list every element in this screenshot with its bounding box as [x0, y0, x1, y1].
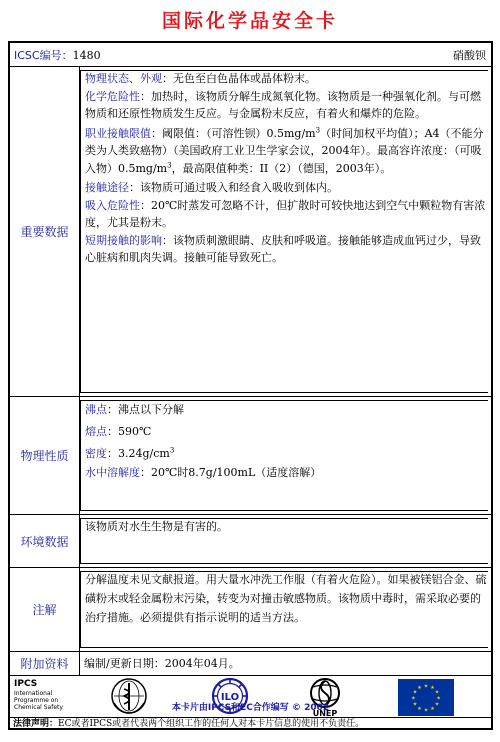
density	[85, 444, 487, 463]
section-label-additional: 附加资料	[10, 652, 80, 675]
solubility-text: ：20℃时8.7g/100mL（适度溶解）	[140, 466, 322, 479]
chem-hazard-label: 化学危险性	[85, 89, 140, 103]
exposure-text-1: ：阈限值：（可溶性钡）0.5mg/m	[151, 126, 316, 140]
exposure-text-3: ，最高限值种类：II（2）（德国，2003年）。	[171, 161, 392, 175]
chem-hazard-paragraph	[85, 88, 487, 123]
mp-text: ：590℃	[107, 425, 152, 438]
short-term-label: 短期接触的影响	[85, 233, 162, 247]
section-label-environment: 环境数据	[10, 515, 80, 567]
ipcs-line-1: International	[14, 690, 53, 697]
density-label: 密度	[85, 447, 107, 460]
exposure-sup-1: 3	[315, 125, 321, 134]
physical-content	[82, 397, 491, 514]
water-solubility	[85, 463, 487, 482]
section-physical	[10, 397, 491, 515]
section-label-physical: 物理性质	[10, 397, 80, 514]
notes-content	[82, 568, 491, 651]
melting-point	[85, 422, 487, 441]
chem-hazard-text: ：加热时，该物质分解生成氮氧化物。该物质是一种强氧化剂。与可燃物质和还原性物质发生反应。与金属粉末反应，有着火和爆炸的危险。	[85, 89, 481, 120]
legal-label: 法律声明：	[13, 719, 59, 729]
svg-text:★: ★	[434, 689, 440, 696]
svg-text:★: ★	[430, 685, 435, 692]
svg-text:★: ★	[411, 695, 416, 702]
chemical-name: 硝酸钡	[453, 49, 486, 62]
bp-label: 沸点	[85, 403, 107, 416]
unep-text: UNEP	[312, 709, 338, 717]
icsc-number: 1480	[72, 49, 101, 62]
key-data-content	[82, 67, 491, 396]
legal-text: EC或者IPCS或者代表两个组织工作的任何人对本卡片信息的使用不负责任。	[58, 719, 365, 729]
environment-content	[82, 515, 491, 567]
exposure-text-2: （时间加权平均值）；A4（不能分类为人类致癌物）（美国政府工业卫生学家会议，2004年）。最高容许浓度：（可吸入物）0.5mg/m	[85, 126, 484, 175]
ipcs-line-2: Programme on	[14, 697, 59, 704]
short-term-text: ：该物质刺激眼睛、皮肤和呼吸道。接触能够造成血钙过少，导致心脏病和肌肉失调。接触可能导致死亡。	[85, 233, 481, 264]
environment-text: 该物质对水生生物是有害的。	[85, 520, 228, 533]
svg-text:★: ★	[430, 706, 435, 712]
exposure-label: 职业接触限值	[85, 126, 151, 140]
svg-text:★: ★	[423, 683, 429, 690]
section-label-key-data: 重要数据	[10, 67, 80, 396]
route-text: ：该物质可通过吸入和经食入吸收到体内。	[129, 181, 338, 194]
icsc-label: ICSC编号：	[14, 49, 73, 62]
exposure-paragraph	[85, 125, 487, 178]
icsc-card	[8, 41, 493, 730]
inhalation-paragraph	[85, 197, 487, 232]
credit-line: 本卡片由IPCS和EC合作编写 © 2002	[171, 703, 330, 713]
physical-state-text: ：无色至白色晶体或晶体粉末。	[162, 72, 316, 85]
section-notes	[10, 568, 491, 652]
boiling-point	[85, 400, 487, 419]
short-term-paragraph	[85, 232, 487, 267]
card-title: 国际化学品安全卡	[161, 10, 338, 32]
additional-text: 编制/更新日期：2004年04月。	[84, 657, 240, 670]
physical-state-paragraph	[85, 70, 487, 88]
ipcs-line-3: Chemical Safety	[14, 704, 63, 711]
route-paragraph	[85, 179, 487, 197]
density-sup: 3	[169, 446, 175, 455]
icsc-header-row	[10, 43, 491, 67]
svg-text:★: ★	[423, 707, 429, 714]
section-environment	[10, 515, 491, 568]
inhalation-text: ：20℃时蒸发可忽略不计，但扩散时可较快地达到空气中颗粒物有害浓度，尤其是粉末。	[85, 198, 486, 229]
section-additional	[10, 652, 491, 676]
physical-state-label: 物理状态、外观	[85, 72, 162, 85]
svg-text:★: ★	[417, 706, 422, 712]
exposure-sup-2: 3	[167, 160, 172, 169]
notes-text: 分解温度未见文献报道。用大量水冲洗工作服（有着火危险）。如果被镁铝合金、硫磺粉末或轻金属粉末污染，转变为对撞击敏感物质。该物质中毒时，需采取必要的治疗措施。必须提供有指示说明的适当方法。	[85, 573, 487, 624]
route-label: 接触途径	[85, 181, 129, 194]
legal-notice	[10, 719, 491, 730]
section-key-data	[10, 67, 491, 397]
section-label-notes: 注解	[10, 568, 80, 651]
bp-text: ：沸点以下分解	[107, 403, 184, 416]
solubility-label: 水中溶解度	[85, 466, 140, 479]
icsc-id	[14, 47, 101, 63]
mp-label: 熔点	[85, 425, 107, 438]
additional-content	[80, 652, 491, 675]
ilo-text: ILO	[220, 692, 240, 703]
inhalation-label: 吸入危险性	[85, 198, 140, 212]
svg-text:★: ★	[436, 695, 441, 702]
svg-text:★: ★	[412, 689, 418, 696]
svg-text:★: ★	[434, 701, 440, 708]
svg-text:★: ★	[412, 701, 418, 708]
svg-text:★: ★	[417, 685, 422, 692]
ipcs-abbrev: IPCS	[14, 679, 38, 689]
density-text: ：3.24g/cm	[107, 447, 170, 460]
